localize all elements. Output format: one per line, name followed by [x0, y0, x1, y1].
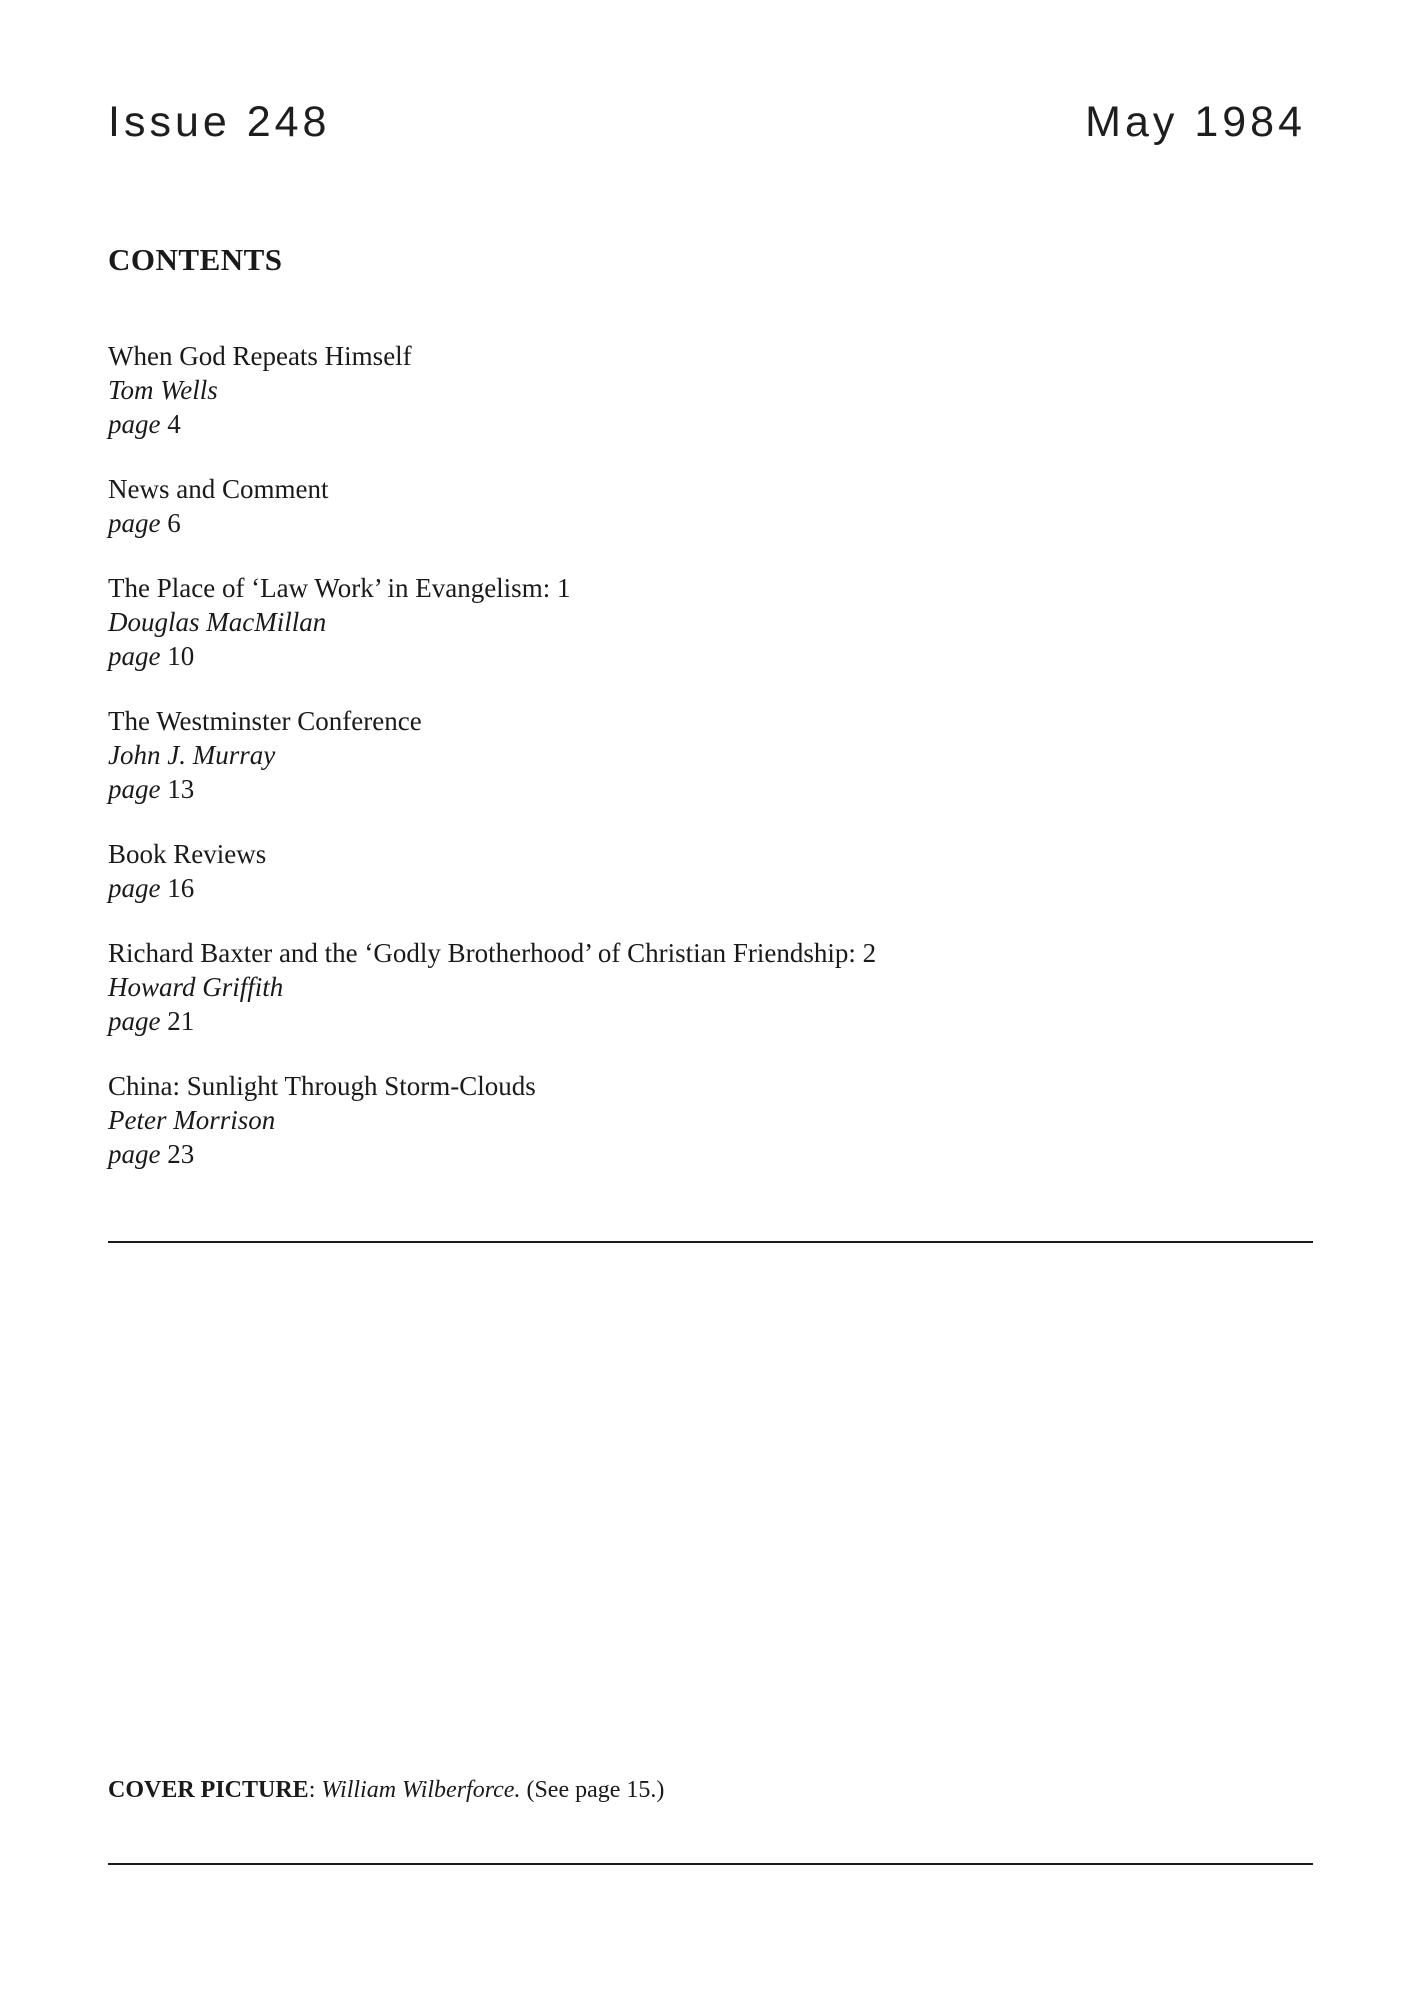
toc-entry [108, 339, 1308, 441]
cover-picture-note [108, 1777, 664, 1804]
toc-entry-author: Peter Morrison [108, 1105, 276, 1135]
toc-entry-page [108, 506, 1308, 540]
table-of-contents [108, 339, 1308, 1202]
toc-entry-author: Tom Wells [108, 375, 218, 405]
toc-entry [108, 472, 1308, 540]
toc-entry-page [108, 772, 1308, 806]
page-number: 10 [167, 641, 195, 671]
page-word: page [108, 1139, 161, 1169]
toc-entry [108, 571, 1308, 673]
toc-entry-title: Richard Baxter and the ‘Godly Brotherhood’ of Christian Friendship: 2 [108, 938, 877, 968]
page-word: page [108, 508, 161, 538]
page-number: 23 [167, 1139, 195, 1169]
page-number: 6 [167, 508, 181, 538]
toc-entry [108, 936, 1308, 1038]
toc-entry-author: Howard Griffith [108, 972, 284, 1002]
toc-entry-page [108, 639, 1308, 673]
toc-entry-page [108, 871, 1308, 905]
cover-separator: : [308, 1777, 322, 1803]
page-word: page [108, 641, 161, 671]
cover-picture-label: COVER PICTURE [108, 1777, 309, 1803]
issue-date: May 1984 [1085, 98, 1306, 146]
contents-heading: CONTENTS [108, 242, 283, 277]
cover-picture-reference: (See page 15.) [520, 1777, 665, 1803]
toc-entry-author: Douglas MacMillan [108, 607, 327, 637]
toc-entry-title: When God Repeats Himself [108, 341, 412, 371]
page-word: page [108, 1006, 161, 1036]
toc-entry-author: John J. Murray [108, 740, 276, 770]
cover-picture-subject: William Wilberforce. [321, 1777, 521, 1803]
toc-entry-title: News and Comment [108, 474, 329, 504]
page-header [108, 98, 1306, 152]
toc-entry-page [108, 407, 1308, 441]
toc-entry-page [108, 1137, 1308, 1171]
divider-top [108, 1241, 1313, 1243]
toc-entry-title: China: Sunlight Through Storm-Clouds [108, 1071, 536, 1101]
toc-entry-title: Book Reviews [108, 839, 267, 869]
toc-entry-title: The Place of ‘Law Work’ in Evangelism: 1 [108, 573, 571, 603]
toc-entry [108, 1069, 1308, 1171]
page-number: 13 [167, 774, 195, 804]
toc-entry [108, 704, 1308, 806]
page-word: page [108, 774, 161, 804]
toc-entry [108, 837, 1308, 905]
toc-entry-page [108, 1004, 1308, 1038]
page-number: 21 [167, 1006, 195, 1036]
divider-bottom [108, 1863, 1313, 1865]
page-word: page [108, 873, 161, 903]
toc-entry-title: The Westminster Conference [108, 706, 422, 736]
page-number: 16 [167, 873, 195, 903]
page-word: page [108, 409, 161, 439]
page-number: 4 [167, 409, 181, 439]
issue-number: Issue 248 [108, 98, 331, 146]
